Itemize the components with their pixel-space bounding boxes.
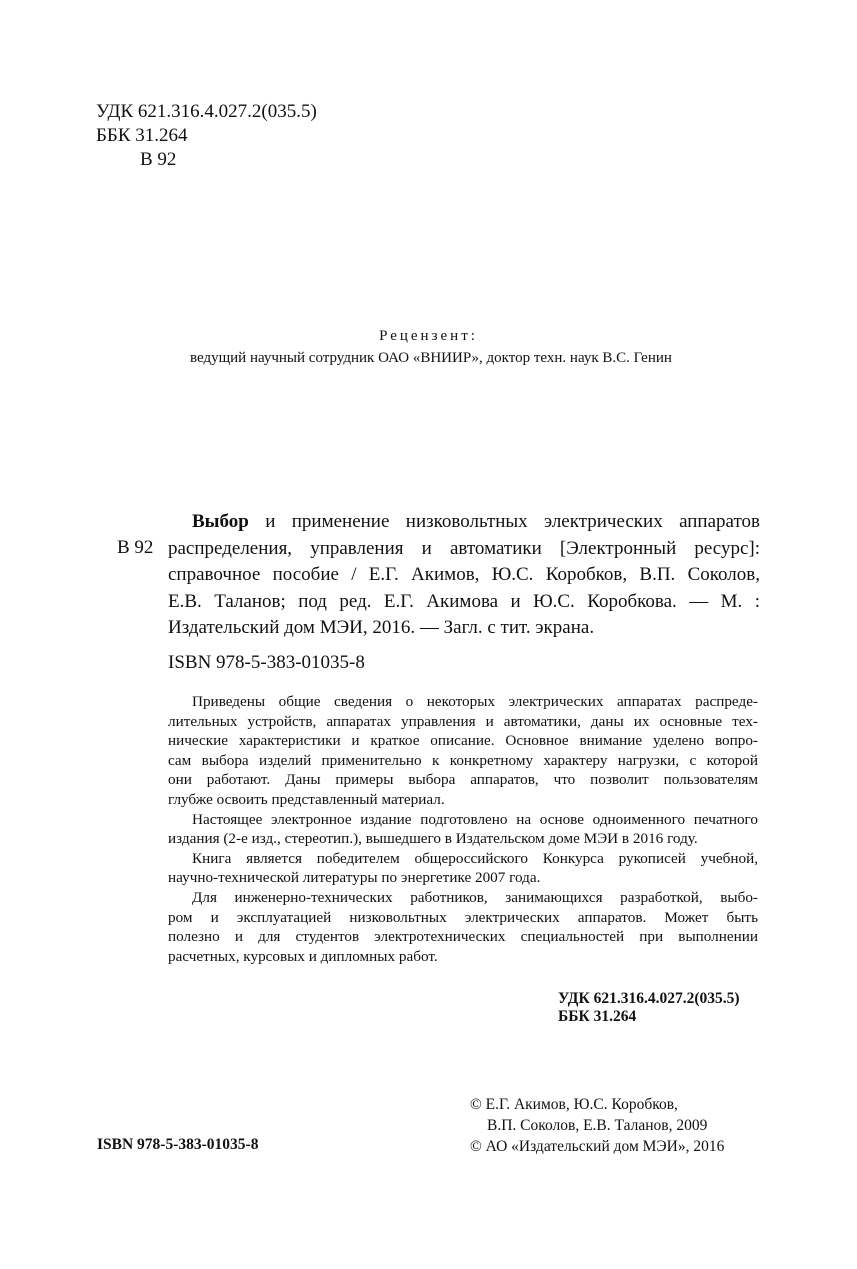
reviewer-text: ведущий научный сотрудник ОАО «ВНИИР», доктор техн. наук В.С. Генин	[190, 350, 672, 366]
copyright-authors-cont: В.П. Соколов, Е.В. Таланов, 2009	[487, 1117, 708, 1134]
annotation-line: глубже освоить представленный материал.	[168, 790, 445, 808]
bottom-classification-codes	[558, 990, 740, 1026]
annotation-line: Книга является победителем общероссийского Конкурса рукописей учебной,	[192, 849, 758, 867]
annotation-line: нические характеристики и краткое описание. Основное внимание уделено вопро-	[168, 732, 758, 750]
annotation-line: ром и эксплуатацией низковольтных электрических аппаратов. Может быть	[168, 908, 758, 926]
copyright-publisher: © АО «Издательский дом МЭИ», 2016	[470, 1138, 725, 1155]
annotation-line: они работают. Даны примеры выбора аппаратов, что позволит пользователям	[168, 771, 758, 789]
isbn-main: ISBN 978-5-383-01035-8	[168, 652, 365, 673]
biblio-line-3: справочное пособие / Е.Г. Акимов, Ю.С. Коробков, В.П. Соколов,	[168, 564, 760, 585]
top-classification-codes	[96, 100, 317, 172]
biblio-line-5: Издательский дом МЭИ, 2016. — Загл. с тит. экрана.	[168, 617, 595, 638]
biblio-line-2: распределения, управления и автоматики [Электронный ресурс]:	[168, 537, 760, 559]
udk-code: УДК 621.316.4.027.2(035.5)	[96, 101, 317, 122]
annotation-line: Приведены общие сведения о некоторых электрических аппаратах распреде-	[192, 693, 758, 710]
author-sign: В 92	[140, 149, 177, 170]
annotation	[168, 692, 758, 966]
annotation-line: расчетных, курсовых и дипломных работ.	[168, 947, 438, 965]
biblio-author-sign: В 92	[117, 537, 154, 558]
annotation-line: издания (2-е изд., стереотип.), вышедшего в Издательском доме МЭИ в 2016 году.	[168, 830, 698, 848]
bibliographic-record	[168, 509, 760, 642]
annotation-line: Для инженерно-технических работников, занимающихся разработкой, выбо-	[192, 888, 758, 906]
annotation-line: Настоящее электронное издание подготовлено на основе одноименного печатного	[192, 810, 758, 828]
annotation-line: полезно и для студентов электротехнических специальностей при выполнении	[168, 928, 758, 946]
copyright-authors: © Е.Г. Акимов, Ю.С. Коробков,	[470, 1096, 678, 1113]
annotation-line: научно-технической литературы по энергетике 2007 года.	[168, 869, 541, 887]
annotation-line: сам выбора изделий применительно к конкретному характеру нагрузки, с которой	[168, 751, 758, 769]
isbn-bottom: ISBN 978-5-383-01035-8	[97, 1136, 259, 1153]
biblio-title-bold: Выбор	[192, 511, 249, 532]
copyright-block	[470, 1094, 724, 1157]
bbk-code-bottom: ББК 31.264	[558, 1008, 637, 1025]
annotation-line: лительных устройств, аппаратах управления и автоматики, даны их основные тех-	[168, 712, 758, 730]
bbk-code: ББК 31.264	[96, 125, 188, 146]
biblio-line-1-rest: и применение низковольтных электрических аппаратов	[248, 511, 760, 532]
reviewer-heading: Рецензент:	[379, 328, 478, 344]
udk-code-bottom: УДК 621.316.4.027.2(035.5)	[558, 990, 740, 1007]
biblio-line-1	[168, 509, 760, 536]
biblio-line-4: Е.В. Таланов; под ред. Е.Г. Акимова и Ю.С. Коробкова. — М. :	[168, 590, 760, 612]
